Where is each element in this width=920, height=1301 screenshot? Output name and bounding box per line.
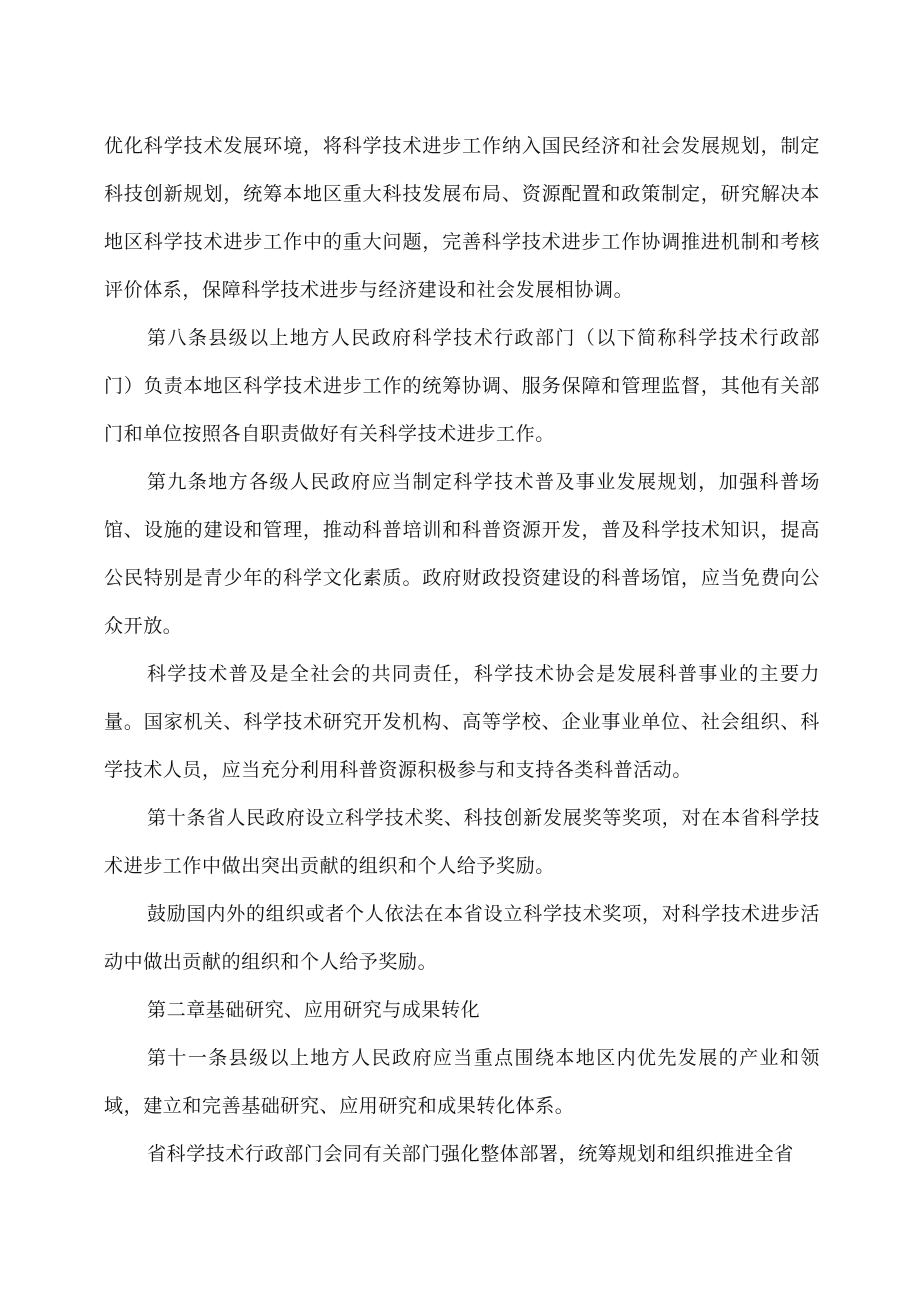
chapter-heading: 第二章基础研究、应用研究与成果转化 [147, 999, 481, 1021]
article-11-second-paragraph: 省科学技术行政部门会同有关部门强化整体部署，统筹规划和组织推进全省 [147, 1143, 794, 1165]
document-body [104, 122, 820, 1178]
article-11-paragraph: 第十一条县级以上地方人民政府应当重点围绕本地区内优先发展的产业和领域，建立和完善基础研究、应用研究和成果转化体系。 [104, 1047, 820, 1117]
article-10-second-paragraph: 鼓励国内外的组织或者个人依法在本省设立科学技术奖项，对科学技术进步活动中做出贡献的组织和个人给予奖励。 [104, 903, 820, 973]
article-9-paragraph: 第九条地方各级人民政府应当制定科学技术普及事业发展规划，加强科普场馆、设施的建设和管理，推动科普培训和科普资源开发，普及科学技术知识，提高公民特别是青少年的科学文化素质。政府财政投资建设的科普场馆，应当免费向公众开放。 [104, 471, 820, 637]
article-9-second-paragraph: 科学技术普及是全社会的共同责任，科学技术协会是发展科普事业的主要力量。国家机关、科学技术研究开发机构、高等学校、企业事业单位、社会组织、科学技术人员，应当充分利用科普资源积极参与和支持各类科普活动。 [104, 663, 820, 781]
article-10-paragraph: 第十条省人民政府设立科学技术奖、科技创新发展奖等奖项，对在本省科学技术进步工作中做出突出贡献的组织和个人给予奖励。 [104, 807, 820, 877]
paragraph-continuation: 优化科学技术发展环境，将科学技术进步工作纳入国民经济和社会发展规划，制定科技创新规划，统筹本地区重大科技发展布局、资源配置和政策制定，研究解决本地区科学技术进步工作中的重大问题，完善科学技术进步工作协调推进机制和考核评价体系，保障科学技术进步与经济建设和社会发展相协调。 [104, 135, 820, 301]
article-8-paragraph: 第八条县级以上地方人民政府科学技术行政部门（以下简称科学技术行政部门）负责本地区科学技术进步工作的统筹协调、服务保障和管理监督，其他有关部门和单位按照各自职责做好有关科学技术进步工作。 [104, 327, 820, 445]
